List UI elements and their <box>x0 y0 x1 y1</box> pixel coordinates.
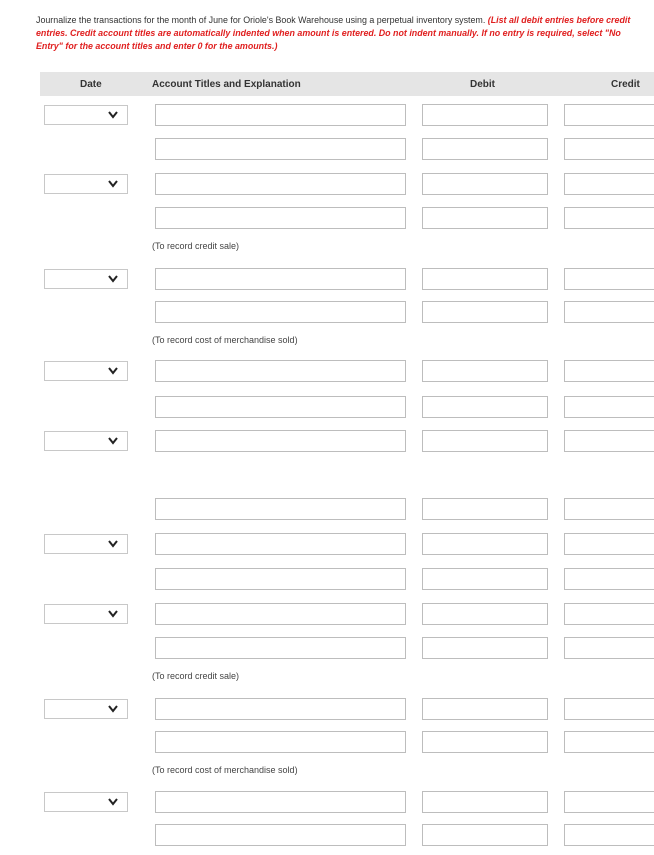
debit-amount-input[interactable] <box>422 207 548 229</box>
credit-amount-input[interactable] <box>564 568 654 590</box>
date-select[interactable] <box>44 361 128 381</box>
chevron-down-icon <box>105 434 121 448</box>
debit-amount-input[interactable] <box>422 568 548 590</box>
credit-amount-input[interactable] <box>564 731 654 753</box>
credit-amount-input[interactable] <box>564 791 654 813</box>
debit-amount-input[interactable] <box>422 360 548 382</box>
account-title-input[interactable] <box>155 396 406 418</box>
date-select[interactable] <box>44 105 128 125</box>
credit-amount-input[interactable] <box>564 301 654 323</box>
credit-amount-input[interactable] <box>564 824 654 846</box>
debit-amount-input[interactable] <box>422 301 548 323</box>
account-title-input[interactable] <box>155 430 406 452</box>
credit-amount-input[interactable] <box>564 173 654 195</box>
account-title-input[interactable] <box>155 568 406 590</box>
date-select[interactable] <box>44 604 128 624</box>
account-title-input[interactable] <box>155 498 406 520</box>
credit-amount-input[interactable] <box>564 104 654 126</box>
account-title-input[interactable] <box>155 207 406 229</box>
date-select[interactable] <box>44 174 128 194</box>
credit-amount-input[interactable] <box>564 396 654 418</box>
account-title-input[interactable] <box>155 533 406 555</box>
chevron-down-icon <box>105 108 121 122</box>
chevron-down-icon <box>105 795 121 809</box>
entry-explanation: (To record credit sale) <box>152 671 240 681</box>
debit-amount-input[interactable] <box>422 173 548 195</box>
instructions-text: Journalize the transactions for the month of June for Oriole's Book Warehouse using a perpetual inventory system. <box>36 15 486 25</box>
chevron-down-icon <box>105 537 121 551</box>
chevron-down-icon <box>105 177 121 191</box>
credit-amount-input[interactable] <box>564 603 654 625</box>
debit-amount-input[interactable] <box>422 731 548 753</box>
entry-explanation: (To record cost of merchandise sold) <box>152 765 298 775</box>
debit-amount-input[interactable] <box>422 498 548 520</box>
account-title-input[interactable] <box>155 731 406 753</box>
debit-amount-input[interactable] <box>422 791 548 813</box>
chevron-down-icon <box>105 702 121 716</box>
account-title-input[interactable] <box>155 301 406 323</box>
date-select[interactable] <box>44 792 128 812</box>
debit-amount-input[interactable] <box>422 603 548 625</box>
instructions <box>36 14 648 54</box>
account-title-input[interactable] <box>155 104 406 126</box>
entry-explanation: (To record credit sale) <box>152 241 240 251</box>
debit-amount-input[interactable] <box>422 430 548 452</box>
debit-amount-input[interactable] <box>422 637 548 659</box>
debit-amount-input[interactable] <box>422 104 548 126</box>
account-title-input[interactable] <box>155 360 406 382</box>
debit-amount-input[interactable] <box>422 698 548 720</box>
date-select[interactable] <box>44 269 128 289</box>
journal-table-header <box>40 72 654 96</box>
date-column-header: Date <box>80 79 102 90</box>
chevron-down-icon <box>105 364 121 378</box>
debit-amount-input[interactable] <box>422 824 548 846</box>
account-title-input[interactable] <box>155 824 406 846</box>
debit-amount-input[interactable] <box>422 396 548 418</box>
chevron-down-icon <box>105 607 121 621</box>
entry-explanation: (To record cost of merchandise sold) <box>152 335 298 345</box>
instructions-emphasis: (List all debit entries before credit entries. Credit account titles are automatically indented when amount is entered. Do not indent manually. If no entry is required, select "No Entry" for the account titles and enter 0 for the amounts.) <box>36 15 631 52</box>
account-title-input[interactable] <box>155 138 406 160</box>
credit-amount-input[interactable] <box>564 498 654 520</box>
credit-amount-input[interactable] <box>564 138 654 160</box>
debit-amount-input[interactable] <box>422 138 548 160</box>
credit-amount-input[interactable] <box>564 430 654 452</box>
date-select[interactable] <box>44 431 128 451</box>
chevron-down-icon <box>105 272 121 286</box>
credit-column-header: Credit <box>611 79 640 90</box>
credit-amount-input[interactable] <box>564 533 654 555</box>
account-title-input[interactable] <box>155 637 406 659</box>
account-title-input[interactable] <box>155 791 406 813</box>
account-title-input[interactable] <box>155 603 406 625</box>
debit-amount-input[interactable] <box>422 533 548 555</box>
date-select[interactable] <box>44 699 128 719</box>
date-select[interactable] <box>44 534 128 554</box>
debit-amount-input[interactable] <box>422 268 548 290</box>
credit-amount-input[interactable] <box>564 268 654 290</box>
credit-amount-input[interactable] <box>564 207 654 229</box>
credit-amount-input[interactable] <box>564 360 654 382</box>
account-title-input[interactable] <box>155 698 406 720</box>
debit-column-header: Debit <box>470 79 495 90</box>
credit-amount-input[interactable] <box>564 637 654 659</box>
account-title-input[interactable] <box>155 268 406 290</box>
account-column-header: Account Titles and Explanation <box>152 79 301 90</box>
account-title-input[interactable] <box>155 173 406 195</box>
credit-amount-input[interactable] <box>564 698 654 720</box>
